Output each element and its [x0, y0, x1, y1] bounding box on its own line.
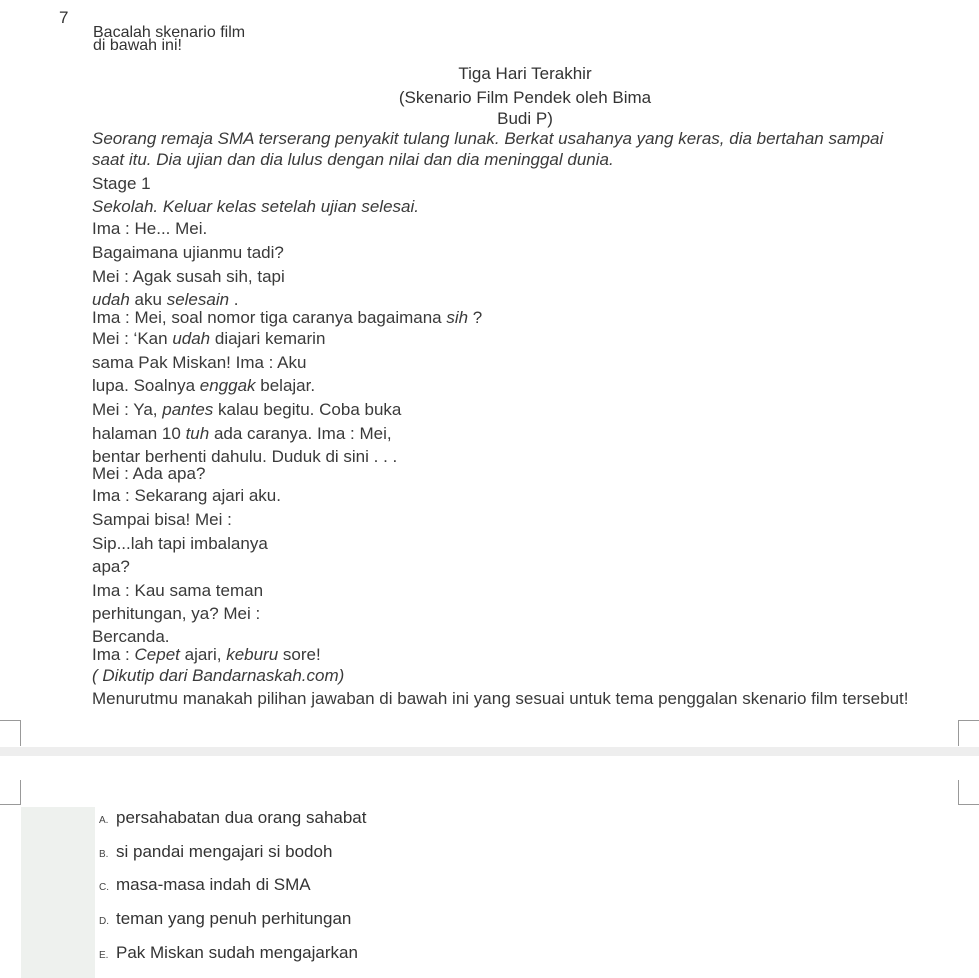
- dialog-line: [92, 400, 401, 420]
- dialog-line: [92, 645, 321, 665]
- dialog-line: [92, 424, 392, 444]
- screenplay-subtitle-2: Budi P): [497, 109, 553, 128]
- dialog-line: apa?: [92, 557, 130, 576]
- dialog-text: belajar.: [255, 376, 316, 395]
- screenplay-subtitle-1: (Skenario Film Pendek oleh Bima: [398, 88, 652, 107]
- dialog-slang: pantes: [162, 400, 214, 419]
- dialog-text: lupa. Soalnya: [92, 376, 200, 395]
- dialog-line: Mei : Ada apa?: [92, 464, 206, 483]
- dialog-text: sore!: [278, 645, 321, 664]
- dialog-text: .: [229, 290, 239, 309]
- dialog-slang: enggak: [199, 376, 256, 395]
- dialog-line: Ima : He... Mei.: [92, 219, 208, 238]
- option-text: persahabatan dua orang sahabat: [116, 808, 367, 827]
- answer-option-b[interactable]: [99, 842, 332, 862]
- dialog-slang: sih: [446, 308, 469, 327]
- source-citation: ( Dikutip dari Bandarnaskah.com): [92, 666, 345, 685]
- synopsis-line-2: saat itu. Dia ujian dan dia lulus dengan nilai dan dia meninggal dunia.: [92, 150, 614, 169]
- dialog-line: Mei : Agak susah sih, tapi: [92, 267, 285, 286]
- stage-heading: Stage 1: [92, 174, 151, 193]
- dialog-text: Mei : Ya,: [92, 400, 163, 419]
- scene-setting: Sekolah. Keluar kelas setelah ujian selesai.: [92, 197, 419, 216]
- options-side-panel: [21, 807, 95, 978]
- dialog-slang: keburu: [226, 645, 279, 664]
- dialog-line: perhitungan, ya? Mei :: [92, 604, 261, 623]
- dialog-text: Ima : Mei, soal nomor tiga caranya bagaimana: [92, 308, 447, 327]
- option-text: teman yang penuh perhitungan: [116, 909, 352, 928]
- dialog-slang: selesain: [166, 290, 230, 309]
- dialog-line: Sip...lah tapi imbalanya: [92, 534, 268, 553]
- dialog-line: bentar berhenti dahulu. Duduk di sini . . .: [92, 447, 398, 466]
- dialog-slang: udah: [172, 329, 211, 348]
- option-text: Pak Miskan sudah mengajarkan: [116, 943, 358, 962]
- screenplay-title: Tiga Hari Terakhir: [458, 64, 592, 83]
- synopsis-line-1: Seorang remaja SMA terserang penyakit tulang lunak. Berkat usahanya yang keras, dia bertahan sampai: [92, 129, 884, 148]
- instruction-line-2: di bawah ini!: [93, 37, 182, 54]
- dialog-line: [92, 329, 325, 349]
- dialog-text: ajari,: [179, 645, 227, 664]
- dialog-text: aku: [129, 290, 167, 309]
- dialog-line: [92, 376, 315, 396]
- frame-corner: [958, 720, 979, 746]
- dialog-text: halaman 10: [92, 424, 186, 443]
- answer-option-d[interactable]: [99, 909, 351, 929]
- option-text: masa-masa indah di SMA: [116, 875, 311, 894]
- frame-corner: [0, 720, 21, 746]
- option-letter: C.: [99, 882, 109, 893]
- option-letter: D.: [99, 916, 109, 927]
- answer-option-c[interactable]: [99, 875, 311, 895]
- option-text: si pandai mengajari si bodoh: [116, 842, 333, 861]
- question-number: 7: [59, 8, 69, 27]
- instruction-line-1: Bacalah skenario film: [93, 24, 246, 41]
- frame-corner: [0, 780, 21, 805]
- dialog-line: Bercanda.: [92, 627, 170, 646]
- dialog-line: Ima : Kau sama teman: [92, 581, 264, 600]
- dialog-line: Bagaimana ujianmu tadi?: [92, 243, 284, 262]
- dialog-text: Mei : ‘Kan: [92, 329, 173, 348]
- dialog-line: [92, 308, 482, 328]
- answer-option-e[interactable]: [99, 943, 358, 963]
- dialog-text: diajari kemarin: [210, 329, 326, 348]
- answer-option-a[interactable]: [99, 808, 366, 828]
- frame-corner: [958, 780, 979, 805]
- dialog-line: [92, 290, 239, 310]
- option-letter: B.: [99, 849, 109, 860]
- dialog-line: sama Pak Miskan! Ima : Aku: [92, 353, 307, 372]
- dialog-slang: Cepet: [134, 645, 180, 664]
- dialog-text: Ima :: [92, 645, 135, 664]
- option-letter: A.: [99, 815, 109, 826]
- dialog-line: Ima : Sekarang ajari aku.: [92, 486, 281, 505]
- dialog-slang: udah: [92, 290, 130, 309]
- question-prompt: Menurutmu manakah pilihan jawaban di bawah ini yang sesuai untuk tema penggalan skenario film tersebut!: [92, 689, 909, 708]
- option-letter: E.: [99, 950, 109, 961]
- dialog-slang: tuh: [185, 424, 210, 443]
- dialog-text: ?: [468, 308, 483, 327]
- dialog-text: kalau begitu. Coba buka: [213, 400, 402, 419]
- section-divider: [0, 747, 979, 756]
- dialog-text: ada caranya. Ima : Mei,: [209, 424, 392, 443]
- dialog-line: Sampai bisa! Mei :: [92, 510, 232, 529]
